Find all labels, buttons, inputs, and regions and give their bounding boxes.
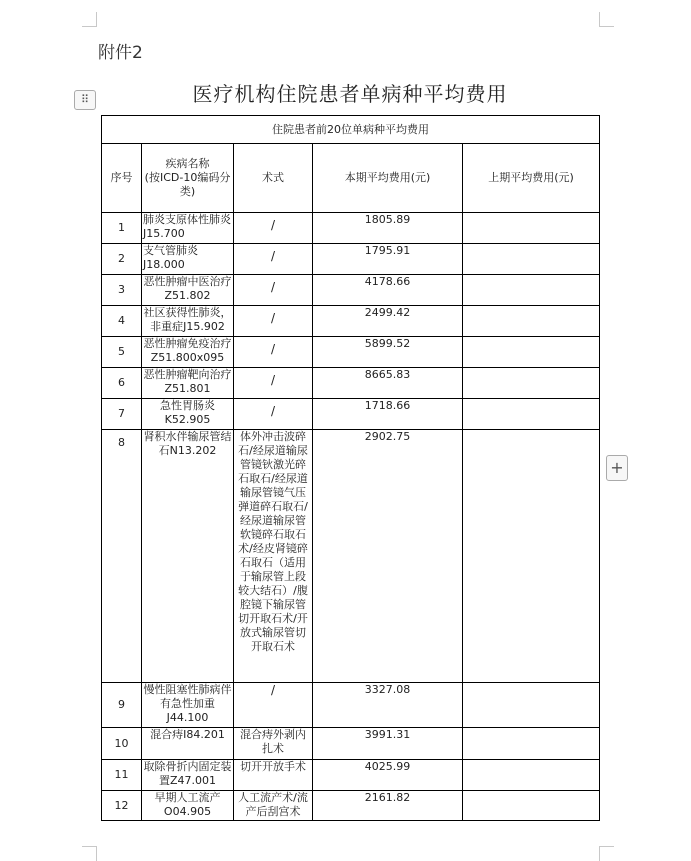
header-index: 序号 bbox=[102, 144, 142, 213]
table-row bbox=[102, 683, 600, 728]
row-surgery: / bbox=[234, 337, 313, 368]
row-index: 6 bbox=[102, 368, 142, 399]
row-index: 5 bbox=[102, 337, 142, 368]
row-previous-fee bbox=[463, 430, 600, 683]
table-caption: 住院患者前20位单病种平均费用 bbox=[102, 116, 600, 144]
row-disease: 慢性阻塞性肺病伴有急性加重J44.100 bbox=[142, 683, 234, 728]
row-surgery: / bbox=[234, 275, 313, 306]
row-surgery: 人工流产术/流产后刮宫术 bbox=[234, 791, 313, 821]
table-row bbox=[102, 337, 600, 368]
row-current-fee: 3991.31 bbox=[313, 728, 463, 760]
row-index: 2 bbox=[102, 244, 142, 275]
row-previous-fee bbox=[463, 337, 600, 368]
row-previous-fee bbox=[463, 213, 600, 244]
attachment-label: 附件2 bbox=[98, 43, 143, 63]
row-current-fee: 1805.89 bbox=[313, 213, 463, 244]
row-index: 12 bbox=[102, 791, 142, 821]
fee-table bbox=[101, 115, 600, 821]
row-current-fee: 2499.42 bbox=[313, 306, 463, 337]
table-row bbox=[102, 791, 600, 821]
table-row bbox=[102, 244, 600, 275]
margin-mark-bottom-right bbox=[599, 846, 614, 861]
table-row bbox=[102, 213, 600, 244]
row-disease: 社区获得性肺炎，非重症J15.902 bbox=[142, 306, 234, 337]
row-surgery: / bbox=[234, 244, 313, 275]
table-row bbox=[102, 399, 600, 430]
row-current-fee: 1718.66 bbox=[313, 399, 463, 430]
row-disease: 恶性肿瘤靶向治疗Z51.801 bbox=[142, 368, 234, 399]
row-current-fee: 4025.99 bbox=[313, 760, 463, 791]
row-index: 9 bbox=[102, 683, 142, 728]
row-current-fee: 1795.91 bbox=[313, 244, 463, 275]
header-previous-fee: 上期平均费用(元) bbox=[463, 144, 600, 213]
row-surgery: 混合痔外剥内扎术 bbox=[234, 728, 313, 760]
row-disease: 恶性肿瘤免疫治疗Z51.800x095 bbox=[142, 337, 234, 368]
row-current-fee: 2902.75 bbox=[313, 430, 463, 683]
row-disease: 肾积水伴输尿管结石N13.202 bbox=[142, 430, 234, 683]
row-previous-fee bbox=[463, 683, 600, 728]
row-surgery: / bbox=[234, 368, 313, 399]
row-current-fee: 5899.52 bbox=[313, 337, 463, 368]
header-current-fee: 本期平均费用(元) bbox=[313, 144, 463, 213]
row-previous-fee bbox=[463, 275, 600, 306]
margin-mark-bottom-left bbox=[82, 846, 97, 861]
row-index: 3 bbox=[102, 275, 142, 306]
row-surgery: / bbox=[234, 213, 313, 244]
row-current-fee: 2161.82 bbox=[313, 791, 463, 821]
margin-mark-top-left bbox=[82, 12, 97, 27]
row-disease: 取除骨折内固定装置Z47.001 bbox=[142, 760, 234, 791]
row-index: 7 bbox=[102, 399, 142, 430]
add-row-button[interactable]: + bbox=[606, 455, 628, 481]
row-index: 4 bbox=[102, 306, 142, 337]
row-previous-fee bbox=[463, 791, 600, 821]
document-title: 医疗机构住院患者单病种平均费用 bbox=[192, 82, 508, 106]
row-current-fee: 3327.08 bbox=[313, 683, 463, 728]
row-previous-fee bbox=[463, 244, 600, 275]
row-surgery: 体外冲击波碎石/经尿道输尿管镜钬激光碎石取石/经尿道输尿管镜气压弹道碎石取石/经尿道输尿管软镜碎石取石术/经皮肾镜碎石取石（适用于输尿管上段较大结石）/腹腔镜下输尿管切开取石术/开放式输尿管切开取石术 bbox=[234, 430, 313, 683]
table-row bbox=[102, 306, 600, 337]
table-row bbox=[102, 275, 600, 306]
table-move-handle-icon[interactable]: ⠿ bbox=[74, 90, 96, 110]
row-index: 10 bbox=[102, 728, 142, 760]
row-index: 11 bbox=[102, 760, 142, 791]
row-previous-fee bbox=[463, 368, 600, 399]
row-disease: 早期人工流产O04.905 bbox=[142, 791, 234, 821]
row-index: 8 bbox=[102, 430, 142, 683]
row-disease: 急性胃肠炎K52.905 bbox=[142, 399, 234, 430]
table-row bbox=[102, 368, 600, 399]
header-disease: 疾病名称 (按ICD-10编码分类) bbox=[142, 144, 234, 213]
row-previous-fee bbox=[463, 306, 600, 337]
row-disease: 恶性肿瘤中医治疗Z51.802 bbox=[142, 275, 234, 306]
row-surgery: / bbox=[234, 306, 313, 337]
row-surgery: 切开开放手术 bbox=[234, 760, 313, 791]
row-disease: 肺炎支原体性肺炎J15.700 bbox=[142, 213, 234, 244]
header-surgery: 术式 bbox=[234, 144, 313, 213]
row-previous-fee bbox=[463, 399, 600, 430]
row-index: 1 bbox=[102, 213, 142, 244]
row-disease: 支气管肺炎J18.000 bbox=[142, 244, 234, 275]
table-row bbox=[102, 430, 600, 683]
row-surgery: / bbox=[234, 683, 313, 728]
row-previous-fee bbox=[463, 728, 600, 760]
row-disease: 混合痔I84.201 bbox=[142, 728, 234, 760]
row-surgery: / bbox=[234, 399, 313, 430]
row-current-fee: 8665.83 bbox=[313, 368, 463, 399]
margin-mark-top-right bbox=[599, 12, 614, 27]
row-current-fee: 4178.66 bbox=[313, 275, 463, 306]
table-row bbox=[102, 760, 600, 791]
table-row bbox=[102, 728, 600, 760]
row-previous-fee bbox=[463, 760, 600, 791]
